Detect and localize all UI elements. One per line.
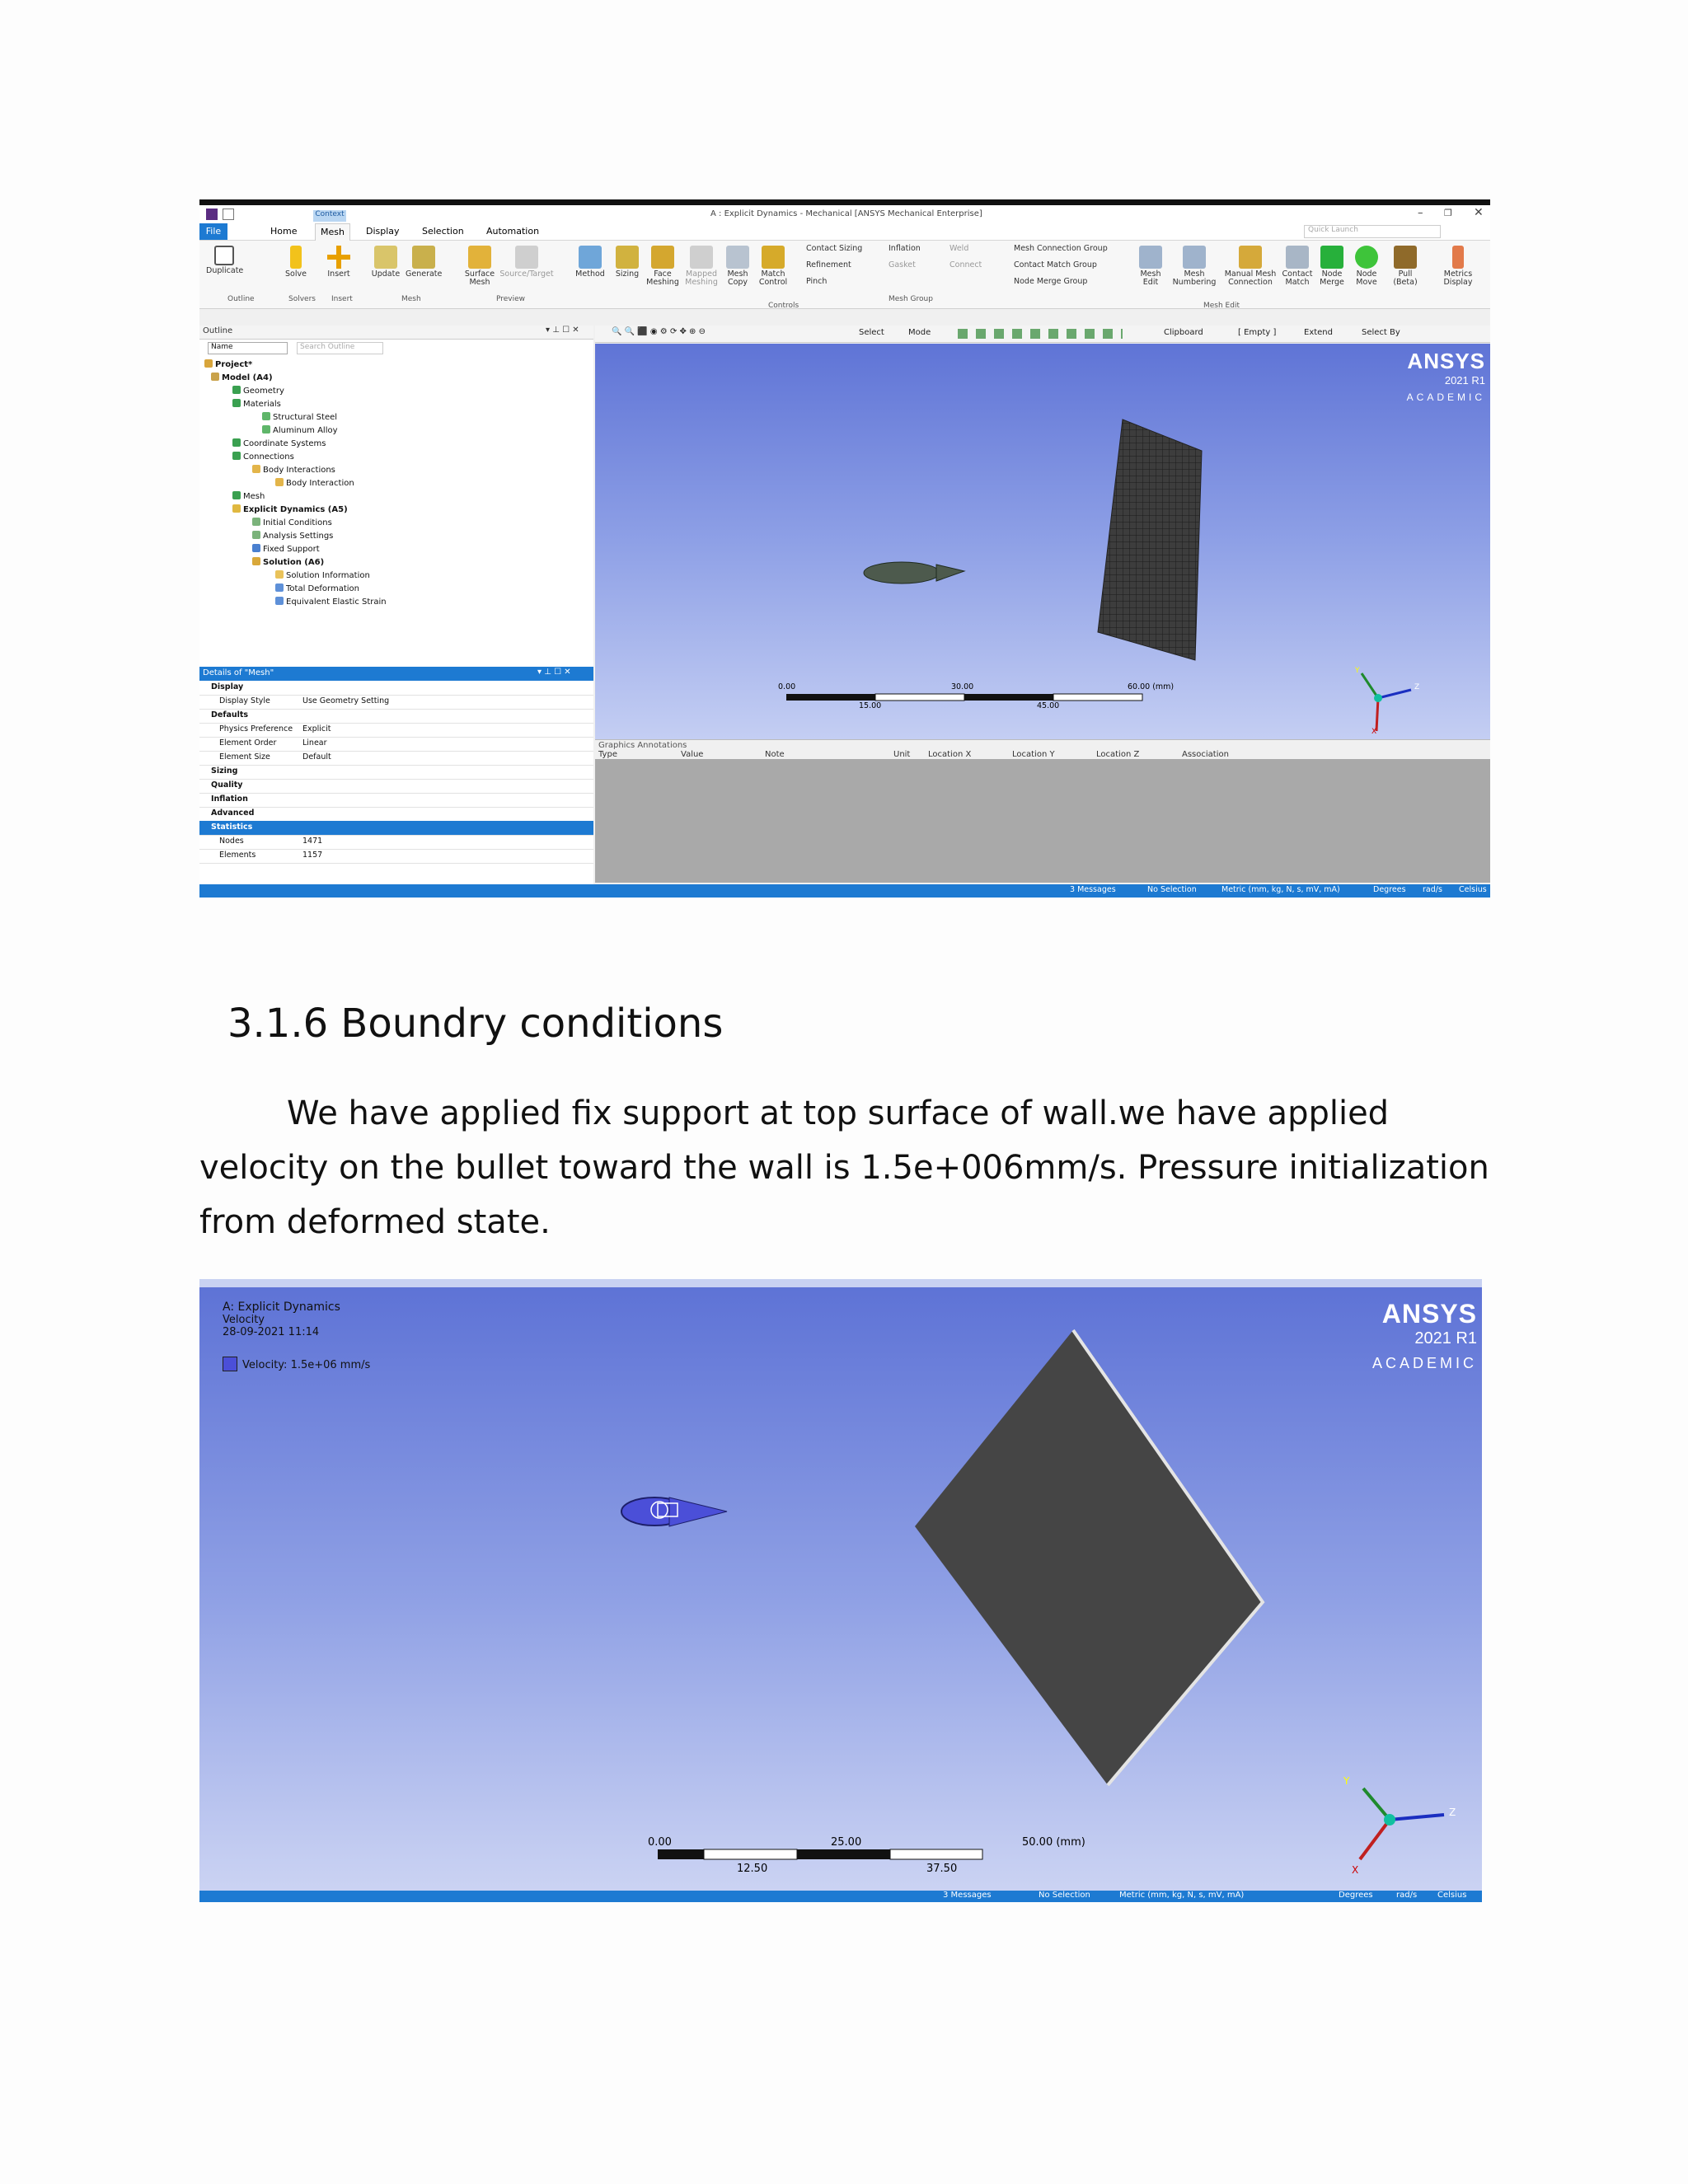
- tab-display[interactable]: Display: [366, 226, 400, 237]
- details-value: Explicit: [302, 724, 331, 733]
- details-key: Elements: [219, 851, 256, 860]
- tree-item[interactable]: Project*: [204, 359, 252, 369]
- method-button[interactable]: Method: [572, 246, 608, 279]
- pinch-button[interactable]: Pinch: [806, 277, 828, 286]
- controls-group-label: Controls: [768, 302, 799, 310]
- details-key: Quality: [211, 780, 243, 790]
- col-location-x[interactable]: Location X: [928, 750, 972, 759]
- quick-launch-input[interactable]: Quick Launch: [1304, 225, 1441, 238]
- axis-y-label: Y: [1355, 667, 1360, 675]
- mesh-edit-icon: [1139, 246, 1162, 269]
- tab-mesh[interactable]: Mesh: [315, 223, 350, 242]
- app-icon: [206, 209, 218, 220]
- details-key: Element Size: [219, 752, 270, 762]
- tree-item[interactable]: Geometry: [232, 386, 284, 396]
- analysis-title: A: Explicit Dynamics: [223, 1301, 340, 1314]
- details-category[interactable]: [199, 709, 593, 724]
- mesh-screenshot: [199, 199, 1490, 898]
- lightning-icon: [290, 246, 302, 269]
- surface-mesh-button[interactable]: Surface Mesh: [462, 246, 498, 287]
- details-key: Sizing: [211, 766, 238, 776]
- extend-button[interactable]: Extend: [1304, 328, 1333, 337]
- window-title: A : Explicit Dynamics - Mechanical [ANSYS Mechanical Enterprise]: [710, 209, 982, 218]
- axis-x-label: X: [1352, 1864, 1359, 1876]
- generate-icon: [412, 246, 435, 269]
- details-category[interactable]: [199, 765, 593, 780]
- clipboard-button[interactable]: Clipboard: [1164, 328, 1203, 337]
- rotation-status[interactable]: rad/s: [1423, 885, 1442, 894]
- section-heading: 3.1.6 Boundry conditions: [227, 1001, 724, 1047]
- velocity-scene: [199, 1287, 1482, 1892]
- wall-body: [915, 1330, 1263, 1785]
- sizing-button[interactable]: Sizing: [612, 246, 643, 279]
- details-row[interactable]: [199, 723, 593, 738]
- duplicate-icon: [214, 246, 234, 265]
- mesh-group-group-label: Mesh Group: [889, 295, 933, 303]
- col-unit[interactable]: Unit: [893, 750, 911, 759]
- scale-label: 60.00 (mm): [1128, 682, 1175, 691]
- duplicate-button[interactable]: Duplicate: [206, 246, 242, 275]
- bullet-tip: [936, 565, 964, 581]
- rotation-status[interactable]: rad/s: [1396, 1891, 1418, 1900]
- details-category[interactable]: [199, 807, 593, 822]
- manual-mesh-connection-button[interactable]: Manual Mesh Connection: [1221, 246, 1279, 287]
- source-target-icon: [515, 246, 538, 269]
- selection-status: No Selection: [1039, 1891, 1090, 1900]
- tree-item[interactable]: Coordinate Systems: [232, 438, 326, 448]
- tree-item[interactable]: Structural Steel: [262, 412, 337, 422]
- details-category[interactable]: [199, 793, 593, 808]
- clipboard-status: [ Empty ]: [1238, 328, 1277, 337]
- contact-match-group-button[interactable]: Contact Match Group: [1014, 260, 1097, 269]
- gasket-button[interactable]: Gasket: [889, 260, 916, 269]
- scale-label: 15.00: [859, 701, 882, 710]
- match-control-button[interactable]: Match Control: [757, 246, 790, 287]
- tree-item[interactable]: Initial Conditions: [252, 518, 332, 527]
- scale-label: 50.00 (mm): [1022, 1836, 1085, 1849]
- pin-icon[interactable]: ▾ ⊥ ☐ ✕: [546, 326, 579, 335]
- col-note[interactable]: Note: [765, 750, 785, 759]
- outline-header: Outline ▾ ⊥ ☐ ✕: [199, 326, 593, 340]
- ansys-logo-2: ANSYS 2021 R1 ACADEMIC: [1372, 1299, 1477, 1371]
- velocity-viewport[interactable]: [199, 1287, 1482, 1892]
- details-category[interactable]: [199, 779, 593, 794]
- result-timestamp: 28-09-2021 11:14: [223, 1326, 320, 1338]
- details-row[interactable]: [199, 737, 593, 752]
- tree-item[interactable]: Model (A4): [211, 373, 273, 382]
- mapped-meshing-icon: [690, 246, 713, 269]
- pull-button[interactable]: Pull (Beta): [1391, 246, 1419, 287]
- graphics-toolbar: [595, 326, 1490, 343]
- details-value: Linear: [302, 738, 327, 748]
- axis-z-label: Z: [1414, 683, 1420, 691]
- tree-item[interactable]: Body Interactions: [252, 465, 335, 475]
- node-move-icon: [1355, 246, 1378, 269]
- details-value: Use Geometry Setting: [302, 696, 390, 705]
- mesh-numbering-button[interactable]: Mesh Numbering: [1170, 246, 1218, 287]
- details-key: Display Style: [219, 696, 270, 705]
- details-pane-controls[interactable]: ▾ ⊥ ☐ ✕: [537, 668, 571, 677]
- angle-status[interactable]: Degrees: [1339, 1891, 1373, 1900]
- insert-button[interactable]: Insert: [325, 246, 353, 279]
- details-table: [199, 681, 593, 888]
- weld-button[interactable]: Weld: [950, 244, 969, 253]
- temperature-status[interactable]: Celsius: [1437, 1891, 1467, 1900]
- mesh-numbering-icon: [1183, 246, 1206, 269]
- tree-item[interactable]: Solution (A6): [252, 557, 324, 567]
- result-item: Velocity: [223, 1314, 265, 1326]
- method-icon: [579, 246, 602, 269]
- tree-item[interactable]: Solution Information: [275, 570, 370, 580]
- sizing-icon: [616, 246, 639, 269]
- wall-mesh: [1098, 419, 1202, 660]
- details-key: Statistics: [211, 823, 253, 832]
- details-row[interactable]: [199, 751, 593, 766]
- col-location-z[interactable]: Location Z: [1096, 750, 1140, 759]
- details-value: Default: [302, 752, 331, 762]
- scale-label: 12.50: [737, 1863, 768, 1875]
- section-paragraph: We have applied fix support at top surface of wall.we have applied velocity on the bullet toward the wall is 1.5e+006mm/s. Pressure initialization from deformed state.: [199, 1094, 1489, 1241]
- details-key: Inflation: [211, 794, 248, 804]
- contact-sizing-button[interactable]: Contact Sizing: [806, 244, 863, 253]
- metrics-icon: [1452, 246, 1464, 269]
- status-bar: [199, 884, 1490, 898]
- details-key: Display: [211, 682, 244, 691]
- source-target-button[interactable]: Source/Target: [499, 246, 554, 279]
- col-association[interactable]: Association: [1182, 750, 1229, 759]
- select-filter-icons[interactable]: [958, 329, 1123, 339]
- refinement-button[interactable]: Refinement: [806, 260, 851, 269]
- details-key: Element Order: [219, 738, 277, 748]
- tree-item[interactable]: Connections: [232, 452, 294, 462]
- node-merge-icon: [1320, 246, 1343, 269]
- name-filter-select[interactable]: Name: [208, 342, 288, 354]
- tree-item[interactable]: Equivalent Elastic Strain: [275, 597, 387, 607]
- pull-icon: [1394, 246, 1417, 269]
- mesh-copy-button[interactable]: Mesh Copy: [722, 246, 753, 287]
- select-button[interactable]: Select: [859, 328, 884, 337]
- plus-icon: [327, 246, 350, 269]
- face-meshing-icon: [651, 246, 674, 269]
- solve-button[interactable]: Solve: [282, 246, 310, 279]
- details-key: Advanced: [211, 808, 255, 818]
- manual-mesh-connection-icon: [1239, 246, 1262, 269]
- zoom-icons[interactable]: 🔍 🔍 ⬛ ◉ ⚙ ⟳ ✥ ⊕ ⊖: [612, 327, 706, 336]
- mapped-meshing-button[interactable]: Mapped Meshing: [682, 246, 720, 287]
- ansys-logo: ANSYS 2021 R1 ACADEMIC: [1406, 349, 1485, 403]
- annotations-body: [595, 759, 1490, 883]
- connect-button[interactable]: Connect: [950, 260, 982, 269]
- match-control-icon: [762, 246, 785, 269]
- axis-z-label: Z: [1449, 1807, 1456, 1818]
- details-key: Nodes: [219, 837, 244, 846]
- mesh-edit-group-label: Mesh Edit: [1203, 302, 1240, 310]
- face-meshing-button[interactable]: Face Meshing: [645, 246, 681, 287]
- scale-label: 45.00: [1037, 701, 1060, 710]
- tree-item[interactable]: Body Interaction: [275, 478, 354, 488]
- insert-group-label: Insert: [331, 295, 353, 303]
- axis-y-label: Y: [1343, 1775, 1350, 1787]
- scale-label: 25.00: [831, 1836, 862, 1849]
- status-bar-2: [199, 1891, 1482, 1902]
- details-value: 1157: [302, 851, 323, 860]
- details-key: Defaults: [211, 710, 249, 719]
- tree-item[interactable]: Explicit Dynamics (A5): [232, 504, 348, 514]
- scale-label: 37.50: [926, 1863, 958, 1875]
- context-tab[interactable]: Context: [313, 210, 346, 222]
- messages-status[interactable]: 3 Messages: [943, 1891, 992, 1900]
- scale-label: 0.00: [778, 682, 796, 691]
- scale-label: 30.00: [951, 682, 974, 691]
- tree-item[interactable]: Aluminum Alloy: [262, 425, 338, 435]
- graphics-annotations-pane: Graphics Annotations Type Value Note Unit Location X Location Y Location Z Association: [595, 739, 1490, 760]
- col-type[interactable]: Type: [598, 750, 617, 759]
- restore-icon[interactable]: ❐: [1444, 208, 1452, 218]
- mesh-edit-button[interactable]: Mesh Edit: [1136, 246, 1165, 287]
- details-row[interactable]: [199, 849, 593, 864]
- update-icon: [374, 246, 397, 269]
- selection-status: No Selection: [1147, 885, 1197, 894]
- mesh-group-label: Mesh: [401, 295, 421, 303]
- mesh-connection-group-button[interactable]: Mesh Connection Group: [1014, 244, 1108, 253]
- mesh-viewport[interactable]: [595, 344, 1490, 739]
- units-status[interactable]: Metric (mm, kg, N, s, mV, mA): [1221, 885, 1340, 894]
- tab-automation[interactable]: Automation: [486, 226, 540, 237]
- select-by-button[interactable]: Select By: [1362, 328, 1400, 337]
- velocity-screenshot: [199, 1279, 1482, 1902]
- tree-item[interactable]: Mesh: [232, 491, 265, 501]
- angle-status[interactable]: Degrees: [1373, 885, 1406, 894]
- node-merge-group-button[interactable]: Node Merge Group: [1014, 277, 1088, 286]
- mesh-ribbon: [199, 241, 1490, 309]
- details-category[interactable]: [199, 681, 593, 696]
- scale-label: 0.00: [648, 1836, 672, 1849]
- update-button[interactable]: Update: [369, 246, 402, 279]
- close-icon[interactable]: ✕: [1474, 206, 1484, 219]
- minimize-icon[interactable]: –: [1418, 207, 1423, 219]
- tab-selection[interactable]: Selection: [422, 226, 464, 237]
- velocity-legend: Velocity: 1.5e+06 mm/s: [223, 1357, 370, 1371]
- outline-tree: [199, 340, 593, 667]
- mesh-copy-icon: [726, 246, 749, 269]
- tree-item[interactable]: Materials: [232, 399, 281, 409]
- details-row[interactable]: [199, 835, 593, 850]
- surface-mesh-icon: [468, 246, 491, 269]
- units-status[interactable]: Metric (mm, kg, N, s, mV, mA): [1119, 1891, 1245, 1900]
- tree-item[interactable]: Total Deformation: [275, 583, 359, 593]
- generate-button[interactable]: Generate: [406, 246, 442, 279]
- tree-item[interactable]: Analysis Settings: [252, 531, 333, 541]
- details-category[interactable]: [199, 821, 593, 836]
- details-key: Physics Preference: [219, 724, 293, 733]
- metrics-display-button[interactable]: Metrics Display: [1436, 246, 1480, 287]
- legend-swatch: [223, 1357, 237, 1371]
- col-location-y[interactable]: Location Y: [1012, 750, 1055, 759]
- messages-status[interactable]: 3 Messages: [1070, 885, 1116, 894]
- mesh-scene: [595, 344, 1490, 739]
- details-value: 1471: [302, 837, 323, 846]
- tab-home[interactable]: Home: [270, 226, 298, 237]
- details-row[interactable]: [199, 695, 593, 710]
- temperature-status[interactable]: Celsius: [1459, 885, 1487, 894]
- title-bar: [199, 205, 1490, 223]
- tree-item[interactable]: Fixed Support: [252, 544, 320, 554]
- tab-file[interactable]: File: [199, 223, 227, 240]
- contact-match-button[interactable]: Contact Match: [1281, 246, 1314, 287]
- node-merge-button[interactable]: Node Merge: [1317, 246, 1347, 287]
- search-outline-input[interactable]: Search Outline: [297, 342, 383, 354]
- save-icon[interactable]: [223, 209, 234, 220]
- outline-group-label: Outline: [227, 295, 255, 303]
- ribbon-tabs: [199, 223, 1490, 241]
- mode-button[interactable]: Mode: [908, 328, 931, 337]
- details-header: Details of "Mesh" ▾ ⊥ ☐ ✕: [199, 667, 593, 681]
- solvers-group-label: Solvers: [288, 295, 316, 303]
- inflation-button[interactable]: Inflation: [889, 244, 921, 253]
- contact-match-icon: [1286, 246, 1309, 269]
- preview-group-label: Preview: [496, 295, 526, 303]
- node-move-button[interactable]: Node Move: [1352, 246, 1381, 287]
- bullet-mesh: [864, 562, 940, 583]
- axis-x-label: X: [1372, 728, 1377, 736]
- col-value[interactable]: Value: [681, 750, 704, 759]
